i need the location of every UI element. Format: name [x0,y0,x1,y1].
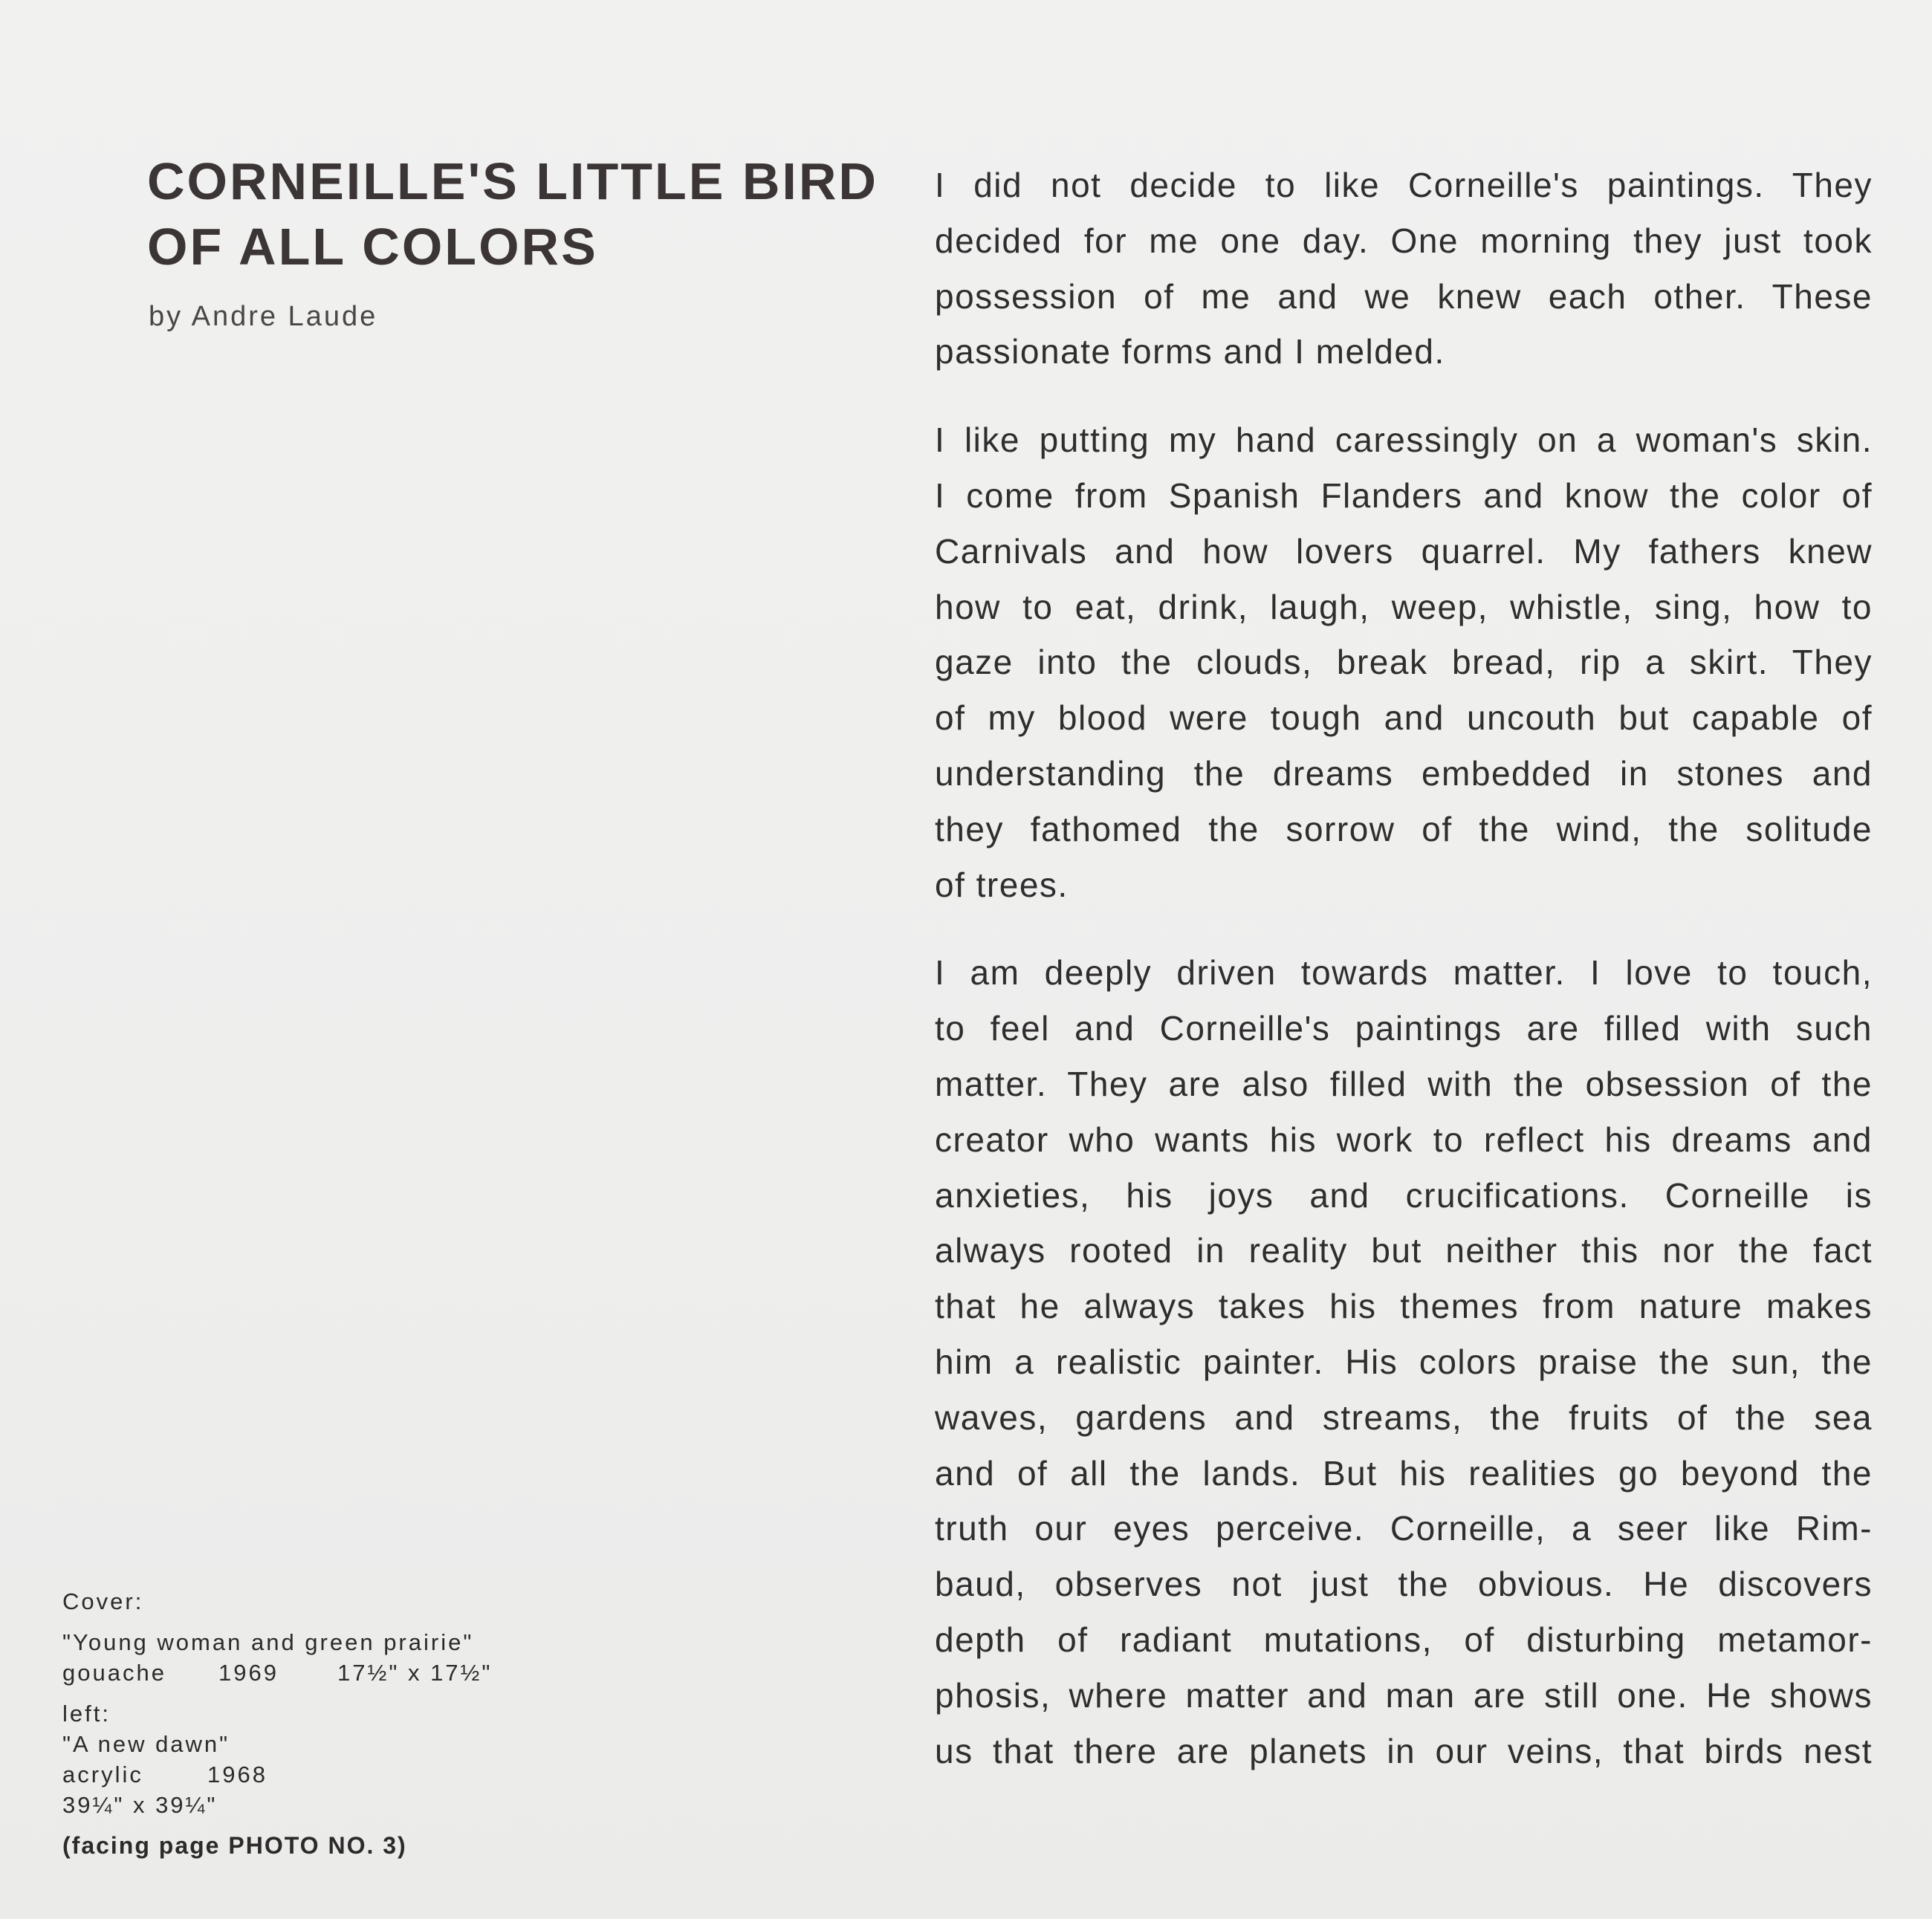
body-line: always rooted in reality but neither this nor the fact [935,1231,1873,1270]
body-paragraph [935,945,1873,1779]
body-line: him a realistic painter. His colors praise the sun, the [935,1342,1873,1381]
body-line: baud, observes not just the obvious. He discovers [935,1565,1873,1604]
body-line: decided for me one day. One morning they just took [935,221,1873,260]
cover-title: "Young woman and green prairie" [62,1629,474,1655]
title-line-2: OF ALL COLORS [147,218,598,276]
body-line: truth our eyes perceive. Corneille, a seer like Rim- [935,1509,1873,1548]
left-caption [62,1698,568,1820]
facing-page-note: (facing page PHOTO NO. 3) [62,1832,407,1859]
body-line: to feel and Corneille's paintings are filled with such [935,1009,1873,1048]
title-line-1: CORNEILLE'S LITTLE BIRD [147,152,878,210]
left-label: left: [62,1701,111,1727]
body-line: matter. They are also filled with the obsession of the [935,1064,1873,1103]
cover-size: 17½" x 17½" [337,1660,493,1686]
body-line: waves, gardens and streams, the fruits of the sea [935,1397,1873,1437]
photo-captions [62,1586,568,1861]
cover-label: Cover: [62,1588,144,1614]
body-paragraph [935,412,1873,912]
body-line: depth of radiant mutations, of disturbing metamor- [935,1620,1873,1659]
body-line: I am deeply driven towards matter. I love to touch, [935,953,1873,993]
body-line: phosis, where matter and man are still one. He shows [935,1675,1873,1715]
body-paragraph [935,158,1873,380]
left-year: 1968 [207,1761,268,1788]
cover-year: 1969 [218,1660,279,1686]
body-line: Carnivals and how lovers quarrel. My fathers knew [935,531,1873,571]
body-line: I come from Spanish Flanders and know the color of [935,475,1873,515]
body-line: I like putting my hand caressingly on a woman's skin. [935,421,1873,460]
cover-details [62,1657,568,1688]
left-size: 39¼" x 39¼" [62,1792,218,1818]
body-line: how to eat, drink, laugh, weep, whistle, sing, how to [935,587,1873,626]
body-line: and of all the lands. But his realities go beyond the [935,1453,1873,1493]
left-details [62,1759,568,1790]
body-line: anxieties, his joys and crucifications. Corneille is [935,1175,1873,1215]
body-line: of trees. [935,865,1069,904]
body-line: I did not decide to like Corneille's paintings. They [935,166,1873,204]
body-line: of my blood were tough and uncouth but capable of [935,698,1873,738]
body-line: creator who wants his work to reflect his dreams and [935,1120,1873,1159]
left-medium: acrylic [62,1761,143,1788]
body-line: possession of me and we knew each other. These [935,276,1873,316]
cover-caption [62,1586,568,1688]
body-line: gaze into the clouds, break bread, rip a skirt. They [935,643,1873,682]
body-line: that he always takes his themes from nature makes [935,1287,1873,1326]
article-body [935,158,1873,1811]
body-line: passionate forms and I melded. [935,332,1445,371]
article-title [147,149,890,279]
byline: by Andre Laude [149,301,378,332]
body-line: us that there are planets in our veins, that birds nest [935,1731,1873,1770]
left-title: "A new dawn" [62,1731,230,1757]
body-line: understanding the dreams embedded in stones and [935,753,1873,793]
body-line: they fathomed the sorrow of the wind, the solitude [935,809,1873,848]
cover-medium: gouache [62,1660,166,1686]
